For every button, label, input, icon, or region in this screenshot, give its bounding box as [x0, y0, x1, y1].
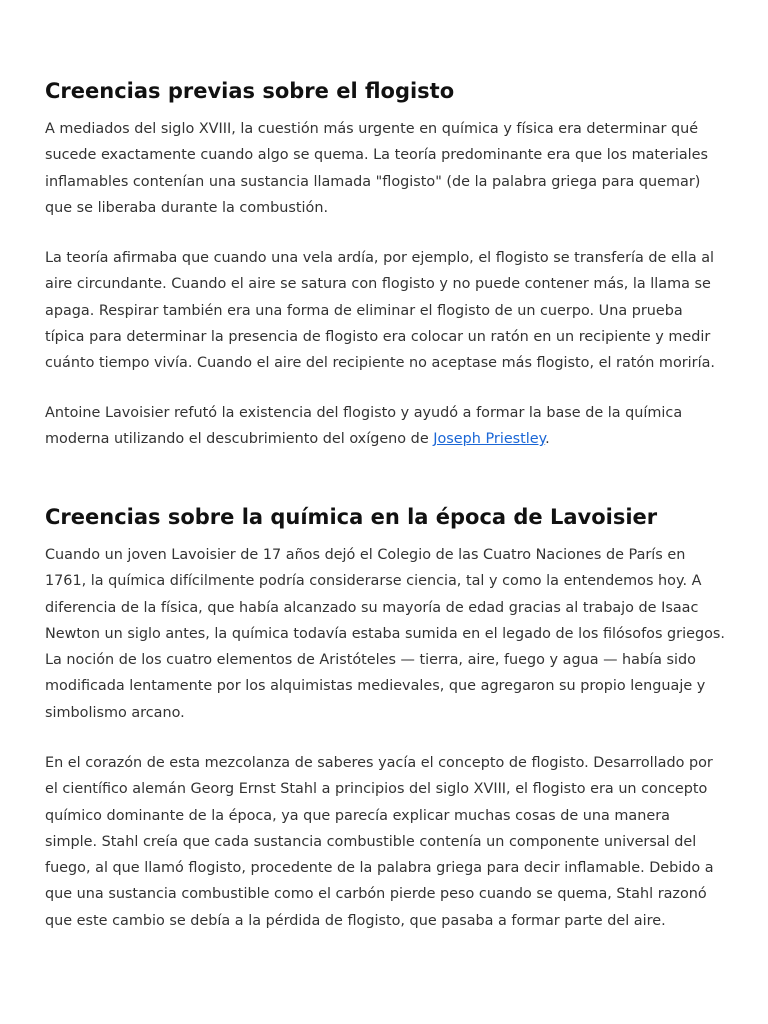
section-heading-phlogiston-beliefs: Creencias previas sobre el flogisto	[45, 79, 455, 103]
paragraph: La teoría afirmaba que cuando una vela ardía, por ejemplo, el flogisto se transfería de ella al aire circundante. Cuando el aire se satura con flogisto y no puede contener más, la llama se apaga. Respirar también era una forma de eliminar el flogisto de un cuerpo. Una prueba típica para determinar la presencia de flogisto era colocar un ratón en un recipiente y medir cuánto tiempo vivía. Cuando el aire del recipiente no aceptase más flogisto, el ratón moriría.	[45, 250, 715, 372]
paragraph	[45, 400, 725, 453]
paragraph: Cuando un joven Lavoisier de 17 años dejó el Colegio de las Cuatro Naciones de París en 1761, la química difícilmente podría considerarse ciencia, tal y como la entendemos hoy. A diferencia de la física, que había alcanzado su mayoría de edad gracias al trabajo de Isaac Newton un siglo antes, la química todavía estaba sumida en el legado de los filósofos griegos. La noción de los cuatro elementos de Aristóteles — tierra, aire, fuego y agua — había sido modificada lentamente por los alquimistas medievales, que agregaron su propio lenguaje y simbolismo arcano.	[45, 547, 725, 721]
joseph-priestley-link[interactable]: Joseph Priestley	[433, 431, 546, 448]
section-heading-chemistry-lavoisier-era: Creencias sobre la química en la época de Lavoisier	[45, 505, 658, 529]
paragraph-text-end: .	[545, 431, 550, 448]
paragraph-text: Antoine Lavoisier refutó la existencia del flogisto y ayudó a formar la base de la química moderna utilizando el descubrimiento del oxígeno de	[45, 405, 683, 448]
paragraph: A mediados del siglo XVIII, la cuestión más urgente en química y física era determinar qué sucede exactamente cuando algo se quema. La teoría predominante era que los materiales inflamables contenían una sustancia llamada "flogisto" (de la palabra griega para quemar) que se liberaba durante la combustión.	[45, 121, 708, 216]
paragraph: En el corazón de esta mezcolanza de saberes yacía el concepto de flogisto. Desarrollado por el científico alemán Georg Ernst Stahl a principios del siglo XVIII, el flogisto era un concepto químico dominante de la época, ya que parecía explicar muchas cosas de una manera simple. Stahl creía que cada sustancia combustible contenía un componente universal del fuego, al que llamó flogisto, procedente de la palabra griega para decir inflamable. Debido a que una sustancia combustible como el carbón pierde peso cuando se quema, Stahl razonó que este cambio se debía a la pérdida de flogisto, que pasaba a formar parte del aire.	[45, 755, 714, 929]
